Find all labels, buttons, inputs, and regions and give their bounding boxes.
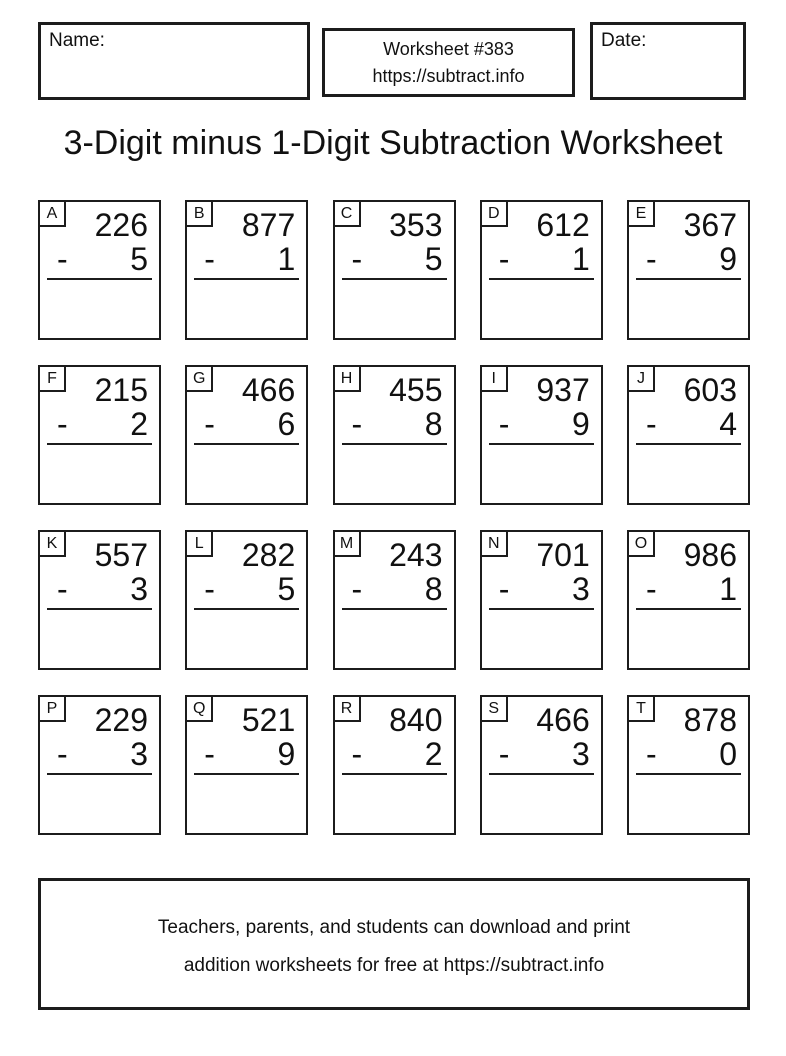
minuend-value: 226 (94, 207, 148, 243)
answer-line (342, 443, 447, 445)
minuend-value: 840 (389, 702, 443, 738)
answer-line (636, 278, 741, 280)
answer-line (47, 773, 152, 775)
minus-sign: - (351, 406, 363, 442)
answer-space (337, 777, 452, 831)
problem-letter: F (40, 367, 66, 392)
minus-sign: - (498, 241, 510, 277)
minus-sign: - (646, 406, 657, 442)
problems-grid (38, 200, 750, 835)
minus-sign: - (351, 241, 363, 277)
answer-line (489, 443, 594, 445)
minus-sign: - (204, 241, 215, 277)
subtrahend-value: 3 (130, 736, 148, 772)
problem-letter: C (335, 202, 361, 227)
subtrahend-value: 2 (130, 406, 148, 442)
minus-sign: - (646, 736, 657, 772)
problem-cell-P (38, 695, 161, 835)
minuend-value: 282 (241, 537, 296, 573)
subtrahend-value: 9 (277, 736, 296, 772)
footer-box (38, 878, 750, 1010)
problem-cell-E (627, 200, 750, 340)
problem-letter: A (40, 202, 66, 227)
minuend-value: 878 (683, 702, 737, 738)
subtrahend-value: 8 (424, 571, 443, 607)
minus-sign: - (57, 571, 68, 607)
answer-line (47, 443, 152, 445)
answer-space (42, 282, 157, 336)
problem-letter: T (629, 697, 655, 722)
answer-line (636, 773, 741, 775)
problem-cell-G (185, 365, 308, 505)
problem-cell-O (627, 530, 750, 670)
answer-line (342, 278, 447, 280)
answer-space (189, 612, 304, 666)
footer-line1: Teachers, parents, and students can download and print (157, 917, 631, 938)
minus-sign: - (351, 571, 363, 607)
footer-line2: addition worksheets for free at https://subtract.info (183, 955, 605, 976)
answer-line (194, 608, 299, 610)
answer-space (631, 282, 746, 336)
problem-letter: S (482, 697, 508, 722)
worksheet-url: https://subtract.info (372, 66, 525, 86)
problem-letter: H (335, 367, 361, 392)
answer-space (42, 447, 157, 501)
problem-cell-H (333, 365, 456, 505)
minuend-value: 557 (94, 537, 148, 573)
subtrahend-value: 1 (719, 571, 737, 607)
minus-sign: - (498, 736, 510, 772)
date-field-box (590, 22, 746, 100)
subtrahend-value: 3 (571, 571, 590, 607)
problem-letter: J (629, 367, 655, 392)
minuend-value: 877 (241, 207, 296, 243)
answer-line (489, 278, 594, 280)
minuend-value: 937 (536, 372, 590, 408)
subtrahend-value: 1 (571, 241, 590, 277)
date-label: Date: (601, 30, 647, 51)
minuend-value: 229 (94, 702, 148, 738)
minuend-value: 612 (536, 207, 590, 243)
problem-cell-D (480, 200, 603, 340)
minuend-value: 215 (94, 372, 148, 408)
minus-sign: - (646, 241, 657, 277)
answer-line (489, 773, 594, 775)
subtrahend-value: 5 (424, 241, 443, 277)
answer-space (484, 777, 599, 831)
problem-letter: P (40, 697, 66, 722)
answer-line (636, 443, 741, 445)
answer-space (484, 447, 599, 501)
answer-space (631, 612, 746, 666)
minuend-value: 603 (683, 372, 737, 408)
minuend-value: 367 (683, 207, 737, 243)
problem-letter: N (482, 532, 508, 557)
problem-cell-N (480, 530, 603, 670)
answer-space (42, 777, 157, 831)
name-field-box (38, 22, 310, 100)
minuend-value: 353 (389, 207, 443, 243)
problem-letter: R (335, 697, 361, 722)
answer-line (47, 278, 152, 280)
problem-cell-J (627, 365, 750, 505)
minus-sign: - (204, 571, 215, 607)
problem-cell-A (38, 200, 161, 340)
answer-line (342, 773, 447, 775)
problem-cell-C (333, 200, 456, 340)
answer-space (631, 777, 746, 831)
problem-letter: I (482, 367, 508, 392)
subtrahend-value: 6 (277, 406, 296, 442)
subtrahend-value: 4 (719, 406, 737, 442)
answer-space (189, 777, 304, 831)
minus-sign: - (351, 736, 363, 772)
problem-cell-T (627, 695, 750, 835)
answer-space (484, 282, 599, 336)
minuend-value: 243 (389, 537, 443, 573)
problem-letter: E (629, 202, 655, 227)
problem-cell-K (38, 530, 161, 670)
subtrahend-value: 9 (571, 406, 590, 442)
subtrahend-value: 5 (130, 241, 148, 277)
subtrahend-value: 2 (424, 736, 443, 772)
minus-sign: - (204, 406, 215, 442)
minus-sign: - (498, 406, 510, 442)
problem-letter: Q (187, 697, 213, 722)
page-title: 3-Digit minus 1-Digit Subtraction Worksheet (63, 124, 723, 162)
answer-line (194, 278, 299, 280)
subtrahend-value: 5 (277, 571, 296, 607)
problem-letter: M (335, 532, 361, 557)
answer-space (189, 447, 304, 501)
answer-line (47, 608, 152, 610)
problem-cell-Q (185, 695, 308, 835)
minus-sign: - (204, 736, 215, 772)
answer-line (342, 608, 447, 610)
minuend-value: 986 (683, 537, 737, 573)
minus-sign: - (57, 736, 68, 772)
problem-cell-I (480, 365, 603, 505)
answer-line (636, 608, 741, 610)
problem-letter: D (482, 202, 508, 227)
answer-space (337, 447, 452, 501)
name-label: Name: (49, 30, 105, 51)
minuend-value: 455 (389, 372, 443, 408)
problem-cell-B (185, 200, 308, 340)
problem-letter: B (187, 202, 213, 227)
minuend-value: 466 (241, 372, 296, 408)
answer-line (489, 608, 594, 610)
problem-cell-R (333, 695, 456, 835)
problem-letter: K (40, 532, 66, 557)
answer-space (42, 612, 157, 666)
minus-sign: - (57, 241, 68, 277)
answer-space (631, 447, 746, 501)
subtrahend-value: 3 (571, 736, 590, 772)
subtrahend-value: 1 (277, 241, 296, 277)
subtrahend-value: 9 (719, 241, 737, 277)
answer-space (337, 282, 452, 336)
answer-space (337, 612, 452, 666)
problem-cell-S (480, 695, 603, 835)
answer-space (189, 282, 304, 336)
problem-cell-M (333, 530, 456, 670)
answer-line (194, 443, 299, 445)
subtrahend-value: 0 (719, 736, 737, 772)
minuend-value: 521 (241, 702, 296, 738)
problem-letter: L (187, 532, 213, 557)
minuend-value: 466 (536, 702, 590, 738)
answer-space (484, 612, 599, 666)
subtrahend-value: 3 (130, 571, 148, 607)
worksheet-info-box (322, 28, 575, 97)
worksheet-number: Worksheet #383 (383, 39, 514, 59)
minus-sign: - (57, 406, 68, 442)
minuend-value: 701 (536, 537, 590, 573)
problem-cell-F (38, 365, 161, 505)
minus-sign: - (646, 571, 657, 607)
problem-letter: O (629, 532, 655, 557)
problem-letter: G (187, 367, 213, 392)
problem-cell-L (185, 530, 308, 670)
subtrahend-value: 8 (424, 406, 443, 442)
answer-line (194, 773, 299, 775)
minus-sign: - (498, 571, 510, 607)
